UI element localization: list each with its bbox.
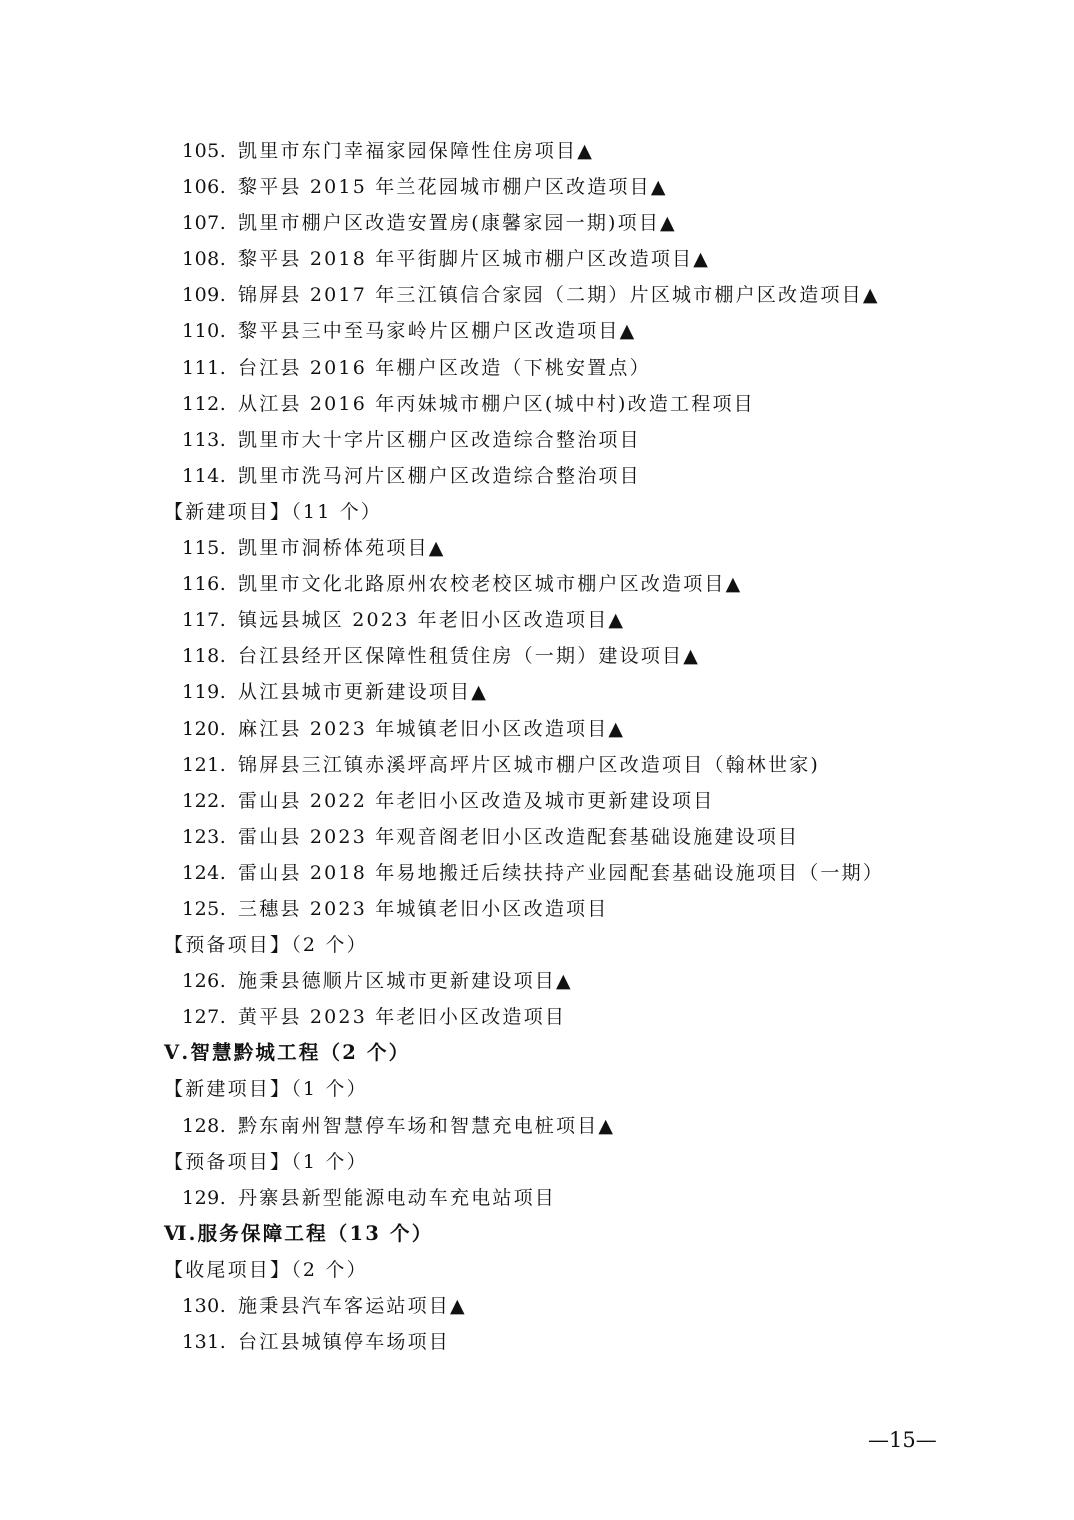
item-number: 120. (182, 717, 227, 740)
project-list-item (0, 711, 1074, 747)
item-text: 凯里市棚户区改造安置房(康馨家园一期)项目▲ (238, 212, 677, 235)
item-text: 黄平县 2023 年老旧小区改造项目 (238, 1006, 567, 1029)
item-number: 123. (182, 825, 227, 848)
subsection-heading: 【预备项目】（2 个） (164, 934, 368, 957)
item-number: 118. (182, 645, 227, 668)
item-text: 从江县城市更新建设项目▲ (238, 681, 489, 704)
project-list-item (0, 999, 1074, 1035)
project-list-item (0, 422, 1074, 458)
item-text: 雷山县 2023 年观音阁老旧小区改造配套基础设施建设项目 (238, 825, 800, 848)
item-text: 黎平县 2015 年兰花园城市棚户区改造项目▲ (238, 176, 668, 199)
item-text: 锦屏县 2017 年三江镇信合家园（二期）片区城市棚户区改造项目▲ (238, 284, 880, 307)
item-text: 黎平县三中至马家岭片区棚户区改造项目▲ (238, 320, 637, 343)
project-list-item (0, 277, 1074, 313)
item-number: 119. (182, 681, 227, 704)
item-text: 麻江县 2023 年城镇老旧小区改造项目▲ (238, 717, 626, 740)
project-list-item (0, 169, 1074, 205)
item-text: 台江县 2016 年棚户区改造（下桃安置点） (238, 356, 651, 379)
project-list-item (0, 747, 1074, 783)
project-list-item (0, 241, 1074, 277)
project-list-item (0, 350, 1074, 386)
item-number: 116. (182, 573, 227, 596)
item-text: 凯里市文化北路原州农校老校区城市棚户区改造项目▲ (238, 573, 743, 596)
item-number: 127. (182, 1006, 227, 1029)
item-text: 雷山县 2018 年易地搬迁后续扶持产业园配套基础设施项目（一期） (238, 861, 885, 884)
item-number: 122. (182, 789, 227, 812)
item-number: 106. (182, 176, 227, 199)
project-list-item (0, 855, 1074, 891)
item-number: 128. (182, 1114, 227, 1137)
item-text: 丹寨县新型能源电动车充电站项目 (238, 1186, 557, 1209)
project-list-item (0, 963, 1074, 999)
section-heading: Ⅴ.智慧黔城工程（2 个） (164, 1041, 411, 1065)
subsection-heading: 【收尾项目】（2 个） (164, 1258, 368, 1281)
item-text: 施秉县德顺片区城市更新建设项目▲ (238, 970, 573, 993)
project-list-item (0, 458, 1074, 494)
page-number: —15— (868, 1428, 937, 1452)
document-body (0, 133, 1074, 1360)
item-number: 114. (182, 464, 227, 487)
project-list-item (0, 674, 1074, 710)
item-number: 124. (182, 861, 227, 884)
subsection-heading: 【新建项目】（1 个） (164, 1078, 368, 1101)
item-text: 镇远县城区 2023 年老旧小区改造项目▲ (238, 609, 626, 632)
project-list-item (0, 530, 1074, 566)
item-text: 三穗县 2023 年城镇老旧小区改造项目 (238, 897, 609, 920)
project-list-item (0, 205, 1074, 241)
item-number: 107. (182, 212, 227, 235)
project-list-item (0, 638, 1074, 674)
project-list-item (0, 1324, 1074, 1360)
project-list-item (0, 566, 1074, 602)
item-number: 108. (182, 248, 227, 271)
project-list-item (0, 819, 1074, 855)
project-list-item (0, 1108, 1074, 1144)
project-list-item (0, 1180, 1074, 1216)
section-heading: Ⅵ.服务保障工程（13 个） (164, 1221, 434, 1245)
item-text: 从江县 2016 年丙妹城市棚户区(城中村)改造工程项目 (238, 392, 755, 415)
item-number: 115. (182, 537, 227, 560)
item-number: 125. (182, 897, 227, 920)
item-number: 129. (182, 1186, 227, 1209)
item-number: 110. (182, 320, 227, 343)
item-number: 109. (182, 284, 227, 307)
item-number: 126. (182, 970, 227, 993)
item-number: 113. (182, 428, 227, 451)
item-text: 台江县经开区保障性租赁住房（一期）建设项目▲ (238, 645, 701, 668)
project-list-item (0, 783, 1074, 819)
project-list-item (0, 602, 1074, 638)
item-number: 130. (182, 1295, 227, 1317)
item-text: 凯里市东门幸福家园保障性住房项目▲ (238, 140, 595, 162)
item-text: 雷山县 2022 年老旧小区改造及城市更新建设项目 (238, 789, 715, 812)
project-list-item (0, 1288, 1074, 1324)
item-text: 黎平县 2018 年平街脚片区城市棚户区改造项目▲ (238, 248, 711, 271)
item-number: 111. (182, 356, 227, 379)
project-list-item (0, 133, 1074, 169)
item-text: 锦屏县三江镇赤溪坪高坪片区城市棚户区改造项目（翰林世家) (238, 753, 821, 776)
item-text: 凯里市洗马河片区棚户区改造综合整治项目 (238, 464, 641, 487)
item-text: 凯里市大十字片区棚户区改造综合整治项目 (238, 428, 641, 451)
project-list-item (0, 313, 1074, 349)
item-number: 121. (182, 753, 227, 776)
item-number: 112. (182, 392, 227, 415)
item-number: 131. (182, 1331, 227, 1354)
project-list-item (0, 386, 1074, 422)
item-text: 黔东南州智慧停车场和智慧充电桩项目▲ (238, 1114, 616, 1137)
project-list-item (0, 891, 1074, 927)
item-number: 105. (182, 140, 227, 162)
subsection-heading: 【新建项目】（11 个） (164, 500, 383, 523)
item-number: 117. (182, 609, 227, 632)
item-text: 凯里市洞桥体苑项目▲ (238, 537, 446, 560)
item-text: 台江县城镇停车场项目 (238, 1331, 451, 1354)
subsection-heading: 【预备项目】（1 个） (164, 1150, 368, 1173)
item-text: 施秉县汽车客运站项目▲ (238, 1295, 467, 1317)
